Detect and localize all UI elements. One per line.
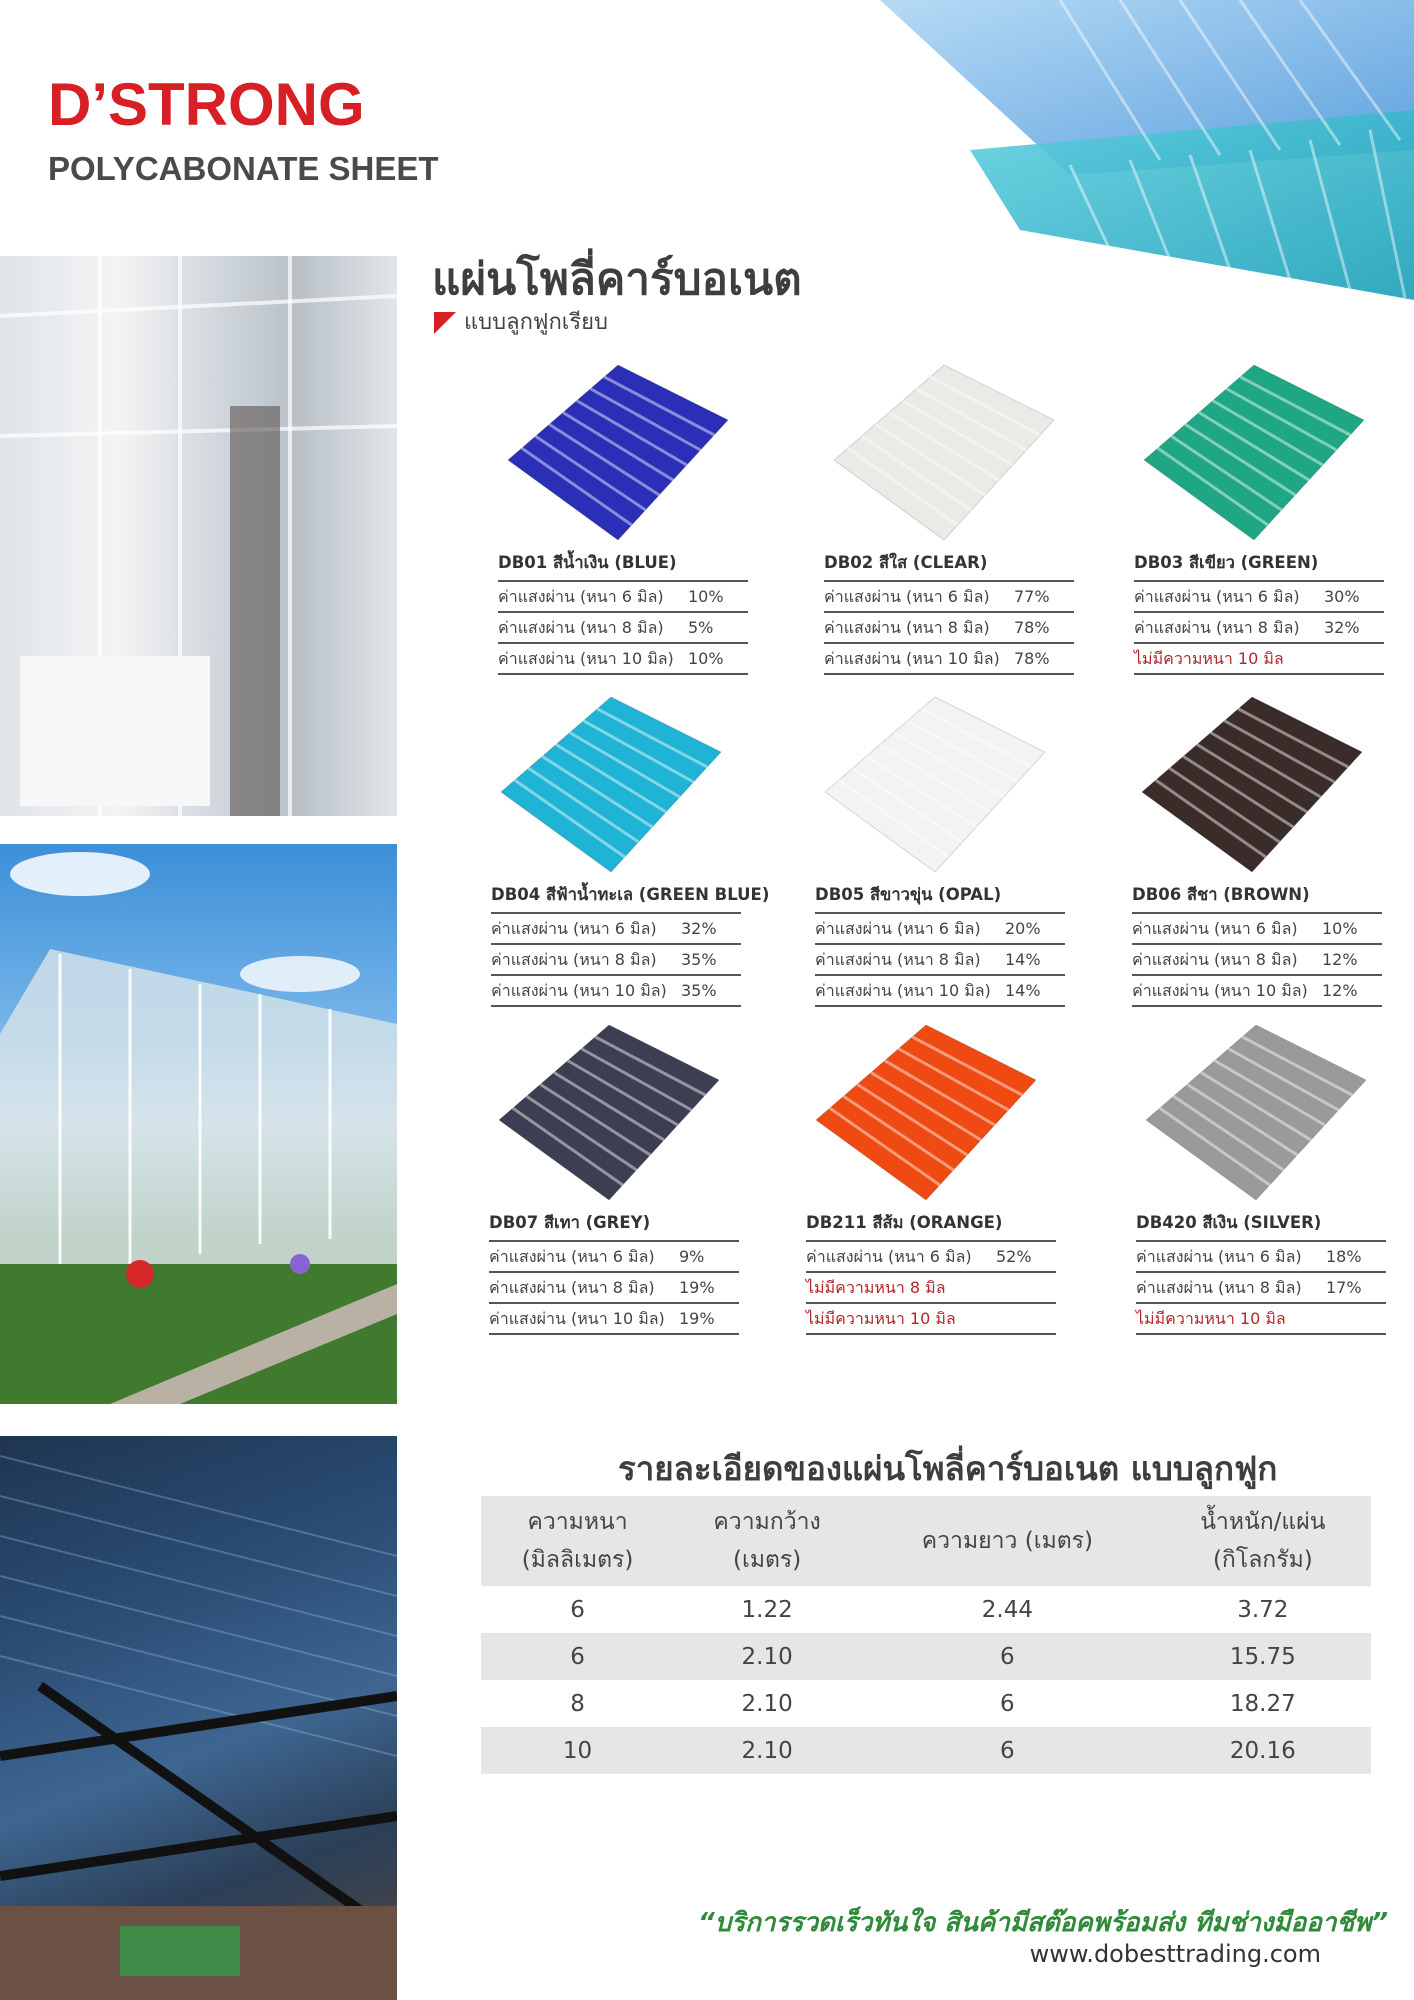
spec-cell: 6 <box>481 1633 674 1680</box>
transmission-row <box>491 943 741 974</box>
sheet-sample-image <box>499 1025 719 1200</box>
spec-cell: 3.72 <box>1237 1596 1289 1623</box>
product-card <box>815 697 1085 1007</box>
sheet-sample-image <box>1144 365 1364 540</box>
spec-row <box>481 1633 1371 1680</box>
interior-photo <box>0 256 397 816</box>
product-card <box>491 697 770 1007</box>
transmission-row <box>1132 912 1382 943</box>
product-name: DB06 สีชา (BROWN) <box>1132 885 1310 904</box>
product-card <box>1132 697 1402 1007</box>
carport-roof-photo <box>0 1436 397 2000</box>
product-name: DB03 สีเขียว (GREEN) <box>1134 553 1319 572</box>
spec-cell: 8 <box>570 1690 585 1717</box>
transmission-value: 10% <box>688 587 724 606</box>
transmission-label: ค่าแสงผ่าน (หนา 6 มิล) <box>498 587 664 606</box>
transmission-value: 32% <box>681 919 717 938</box>
light-transmission-list <box>806 1240 1076 1335</box>
spec-cell: 15.75 <box>1155 1633 1371 1680</box>
transmission-row <box>1132 943 1382 974</box>
transmission-label: ค่าแสงผ่าน (หนา 8 มิล) <box>491 950 657 969</box>
transmission-row <box>489 1240 739 1271</box>
spec-cell: 18.27 <box>1229 1690 1296 1717</box>
transmission-label: ค่าแสงผ่าน (หนา 8 มิล) <box>824 618 990 637</box>
product-card <box>498 365 768 675</box>
website-link[interactable]: www.dobesttrading.com <box>1029 1940 1321 1968</box>
product-card <box>1134 365 1404 675</box>
sheet-sample-image <box>501 697 721 872</box>
spec-cell: 2.10 <box>741 1690 793 1717</box>
product-name: DB05 สีขาวขุ่น (OPAL) <box>815 885 1002 904</box>
transmission-value: 14% <box>1005 950 1041 969</box>
transmission-row <box>806 1271 1056 1302</box>
light-transmission-list <box>824 580 1094 675</box>
light-transmission-list <box>498 580 768 675</box>
spec-column-header <box>674 1496 860 1586</box>
transmission-value: 35% <box>681 981 717 1000</box>
transmission-value: 10% <box>688 649 724 668</box>
transmission-label: ค่าแสงผ่าน (หนา 6 มิล) <box>815 919 981 938</box>
product-name: DB01 สีน้ำเงิน (BLUE) <box>498 553 677 572</box>
transmission-value: 78% <box>1014 618 1050 637</box>
transmission-row <box>489 1302 739 1335</box>
transmission-label: ค่าแสงผ่าน (หนา 6 มิล) <box>491 919 657 938</box>
product-card <box>1136 1025 1406 1335</box>
product-name: DB07 สีเทา (GREY) <box>489 1213 651 1232</box>
spec-header-unit: (มิลลิเมตร) <box>521 1547 634 1573</box>
transmission-row <box>1134 580 1384 611</box>
transmission-value: 32% <box>1324 618 1360 637</box>
transmission-label: ค่าแสงผ่าน (หนา 8 มิล) <box>489 1278 655 1297</box>
spec-cell: 6 <box>1000 1690 1015 1717</box>
transmission-label: ค่าแสงผ่าน (หนา 10 มิล) <box>489 1309 665 1328</box>
spec-cell: 6 <box>570 1596 585 1623</box>
light-transmission-list <box>1136 1240 1406 1335</box>
transmission-row <box>1136 1240 1386 1271</box>
light-transmission-list <box>1134 580 1404 675</box>
transmission-value: 19% <box>679 1309 715 1328</box>
light-transmission-list <box>489 1240 759 1335</box>
transmission-label: ไม่มีความหนา 8 มิล <box>806 1278 946 1297</box>
transmission-label: ค่าแสงผ่าน (หนา 10 มิล) <box>1132 981 1308 1000</box>
transmission-label: ค่าแสงผ่าน (หนา 6 มิล) <box>1132 919 1298 938</box>
transmission-row <box>489 1271 739 1302</box>
sheet-sample-image <box>816 1025 1036 1200</box>
transmission-label: ค่าแสงผ่าน (หนา 8 มิล) <box>815 950 981 969</box>
page-title: แผ่นโพลี่คาร์บอเนต <box>432 254 802 305</box>
spec-cell: 2.10 <box>674 1633 860 1680</box>
transmission-label: ค่าแสงผ่าน (หนา 10 มิล) <box>815 981 991 1000</box>
product-card <box>824 365 1094 675</box>
transmission-label: ค่าแสงผ่าน (หนา 6 มิล) <box>1134 587 1300 606</box>
transmission-row <box>815 912 1065 943</box>
transmission-row <box>498 611 748 642</box>
transmission-row <box>1134 611 1384 642</box>
transmission-row <box>1136 1271 1386 1302</box>
transmission-label: ค่าแสงผ่าน (หนา 8 มิล) <box>498 618 664 637</box>
transmission-value: 17% <box>1326 1278 1362 1297</box>
spec-header-line: ความยาว (เมตร) <box>921 1528 1093 1554</box>
spec-cell: 6 <box>860 1633 1155 1680</box>
spec-cell: 20.16 <box>1155 1727 1371 1774</box>
product-name: DB04 สีฟ้าน้ำทะเล (GREEN BLUE) <box>491 885 770 904</box>
transmission-label: ค่าแสงผ่าน (หนา 6 มิล) <box>489 1247 655 1266</box>
product-card <box>489 1025 759 1335</box>
transmission-value: 20% <box>1005 919 1041 938</box>
spec-header-unit: (กิโลกรัม) <box>1212 1547 1313 1573</box>
transmission-label: ค่าแสงผ่าน (หนา 6 มิล) <box>1136 1247 1302 1266</box>
greenhouse-photo <box>0 844 397 1404</box>
sheet-sample-image <box>1146 1025 1366 1200</box>
transmission-value: 5% <box>688 618 714 637</box>
spec-column-header <box>481 1496 674 1586</box>
transmission-row <box>491 912 741 943</box>
transmission-label: ค่าแสงผ่าน (หนา 10 มิล) <box>498 649 674 668</box>
transmission-value: 52% <box>996 1247 1032 1266</box>
transmission-label: ค่าแสงผ่าน (หนา 10 มิล) <box>824 649 1000 668</box>
spec-column-header <box>860 1496 1155 1586</box>
transmission-value: 19% <box>679 1278 715 1297</box>
product-name: DB420 สีเงิน (SILVER) <box>1136 1213 1322 1232</box>
spec-header-unit: (เมตร) <box>732 1547 802 1573</box>
spec-header-line: ความหนา <box>527 1509 628 1535</box>
transmission-row <box>498 580 748 611</box>
transmission-label: ไม่มีความหนา 10 มิล <box>1136 1309 1286 1328</box>
spec-cell: 10 <box>481 1727 674 1774</box>
spec-column-header <box>1155 1496 1371 1586</box>
slogan: “บริการรวดเร็วทันใจ สินค้ามีสต๊อคพร้อมส่ง ทีมช่างมืออาชีพ” <box>697 1908 1388 1938</box>
transmission-value: 14% <box>1005 981 1041 1000</box>
spec-title: รายละเอียดของแผ่นโพลี่คาร์บอเนต แบบลูกฟูก <box>618 1449 1278 1488</box>
spec-cell: 2.44 <box>981 1596 1033 1623</box>
transmission-row <box>1136 1302 1386 1335</box>
transmission-row <box>824 580 1074 611</box>
spec-header-row <box>481 1496 1371 1586</box>
transmission-value: 77% <box>1014 587 1050 606</box>
spec-cell: 2.10 <box>674 1727 860 1774</box>
page-subtitle: แบบลูกฟูกเรียบ <box>464 310 608 335</box>
transmission-row <box>824 611 1074 642</box>
transmission-value: 35% <box>681 950 717 969</box>
sheet-sample-image <box>1142 697 1362 872</box>
transmission-row <box>498 642 748 675</box>
transmission-value: 12% <box>1322 981 1358 1000</box>
transmission-label: ค่าแสงผ่าน (หนา 8 มิล) <box>1132 950 1298 969</box>
hero-sheets-image <box>860 0 1414 330</box>
transmission-row <box>1132 974 1382 1007</box>
transmission-label: ค่าแสงผ่าน (หนา 6 มิล) <box>806 1247 972 1266</box>
transmission-value: 78% <box>1014 649 1050 668</box>
brand-logo: D’STRONG <box>48 71 365 138</box>
transmission-label: ค่าแสงผ่าน (หนา 8 มิล) <box>1136 1278 1302 1297</box>
product-name: DB211 สีส้ม (ORANGE) <box>806 1213 1003 1232</box>
transmission-label: ไม่มีความหนา 10 มิล <box>806 1309 956 1328</box>
brand-subtitle: POLYCABONATE SHEET <box>48 150 439 187</box>
light-transmission-list <box>1132 912 1402 1007</box>
spec-row <box>481 1727 1371 1774</box>
spec-cell: 1.22 <box>741 1596 793 1623</box>
transmission-row <box>815 943 1065 974</box>
transmission-row <box>824 642 1074 675</box>
spec-row <box>481 1680 1371 1727</box>
spec-header-line: น้ำหนัก/แผ่น <box>1200 1509 1326 1535</box>
transmission-label: ไม่มีความหนา 10 มิล <box>1134 649 1284 668</box>
spec-cell: 6 <box>860 1727 1155 1774</box>
product-name: DB02 สีใส (CLEAR) <box>824 553 988 572</box>
sheet-sample-image <box>834 365 1054 540</box>
transmission-label: ค่าแสงผ่าน (หนา 8 มิล) <box>1134 618 1300 637</box>
transmission-label: ค่าแสงผ่าน (หนา 6 มิล) <box>824 587 990 606</box>
transmission-row <box>806 1240 1056 1271</box>
transmission-value: 12% <box>1322 950 1358 969</box>
spec-row <box>481 1586 1371 1633</box>
transmission-value: 18% <box>1326 1247 1362 1266</box>
red-triangle-icon <box>434 312 456 334</box>
transmission-value: 9% <box>679 1247 705 1266</box>
sheet-sample-image <box>825 697 1045 872</box>
transmission-row <box>1134 642 1384 675</box>
sheet-sample-image <box>508 365 728 540</box>
light-transmission-list <box>815 912 1085 1007</box>
spec-header-line: ความกว้าง <box>713 1509 821 1535</box>
transmission-row <box>491 974 741 1007</box>
transmission-row <box>815 974 1065 1007</box>
transmission-row <box>806 1302 1056 1335</box>
transmission-label: ค่าแสงผ่าน (หนา 10 มิล) <box>491 981 667 1000</box>
transmission-value: 10% <box>1322 919 1358 938</box>
light-transmission-list <box>491 912 761 1007</box>
spec-table <box>481 1496 1371 1774</box>
transmission-value: 30% <box>1324 587 1360 606</box>
product-card <box>806 1025 1076 1335</box>
